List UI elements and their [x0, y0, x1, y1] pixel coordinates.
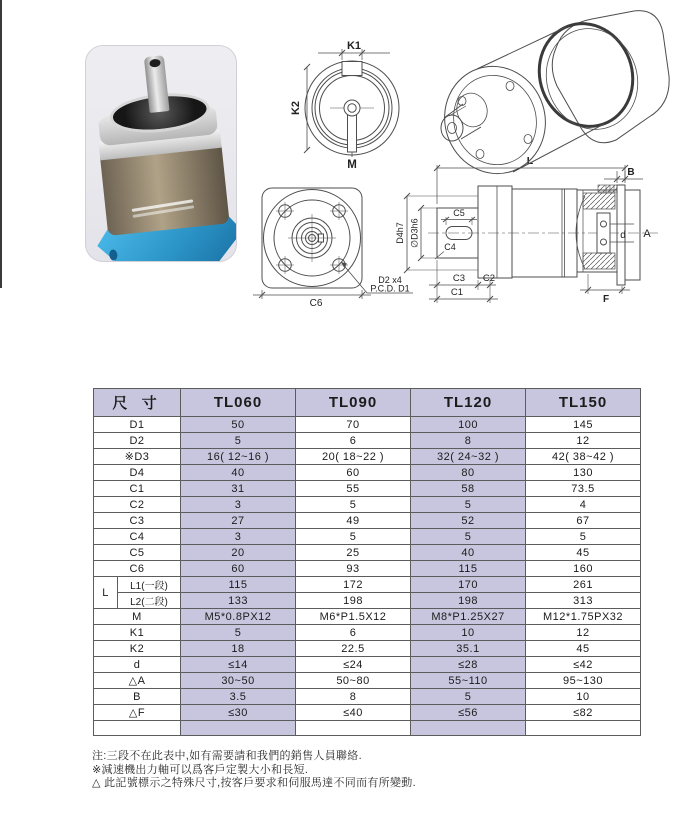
empty-cell [296, 721, 411, 736]
spec-table [93, 388, 641, 736]
row-label: C2 [94, 497, 181, 513]
value-cell: 60 [181, 561, 296, 577]
value-cell: 6 [296, 433, 411, 449]
value-cell: 52 [411, 513, 526, 529]
dim-label-pcd: P.C.D. D1 [370, 283, 410, 294]
empty-cell [181, 721, 296, 736]
value-cell: 42( 38~42 ) [526, 449, 641, 465]
value-cell: 115 [181, 577, 296, 593]
value-cell: 31 [181, 481, 296, 497]
value-cell: 45 [526, 545, 641, 561]
table-row [94, 689, 641, 705]
rear-view-drawing [304, 49, 399, 157]
value-cell: 10 [526, 689, 641, 705]
dim-label-c2: C2 [482, 273, 496, 284]
value-cell: ≤28 [411, 657, 526, 673]
value-cell: 5 [411, 497, 526, 513]
row-label: D1 [94, 417, 181, 433]
value-cell: 130 [526, 465, 641, 481]
value-cell: 30~50 [181, 673, 296, 689]
value-cell: 5 [526, 529, 641, 545]
value-cell: 95~130 [526, 673, 641, 689]
table-row [94, 465, 641, 481]
row-label: C1 [94, 481, 181, 497]
value-cell: 5 [296, 529, 411, 545]
value-cell: 40 [181, 465, 296, 481]
value-cell: 5 [411, 689, 526, 705]
value-cell: M12*1.75PX32 [526, 609, 641, 625]
value-cell: 3 [181, 497, 296, 513]
dim-label-c1: C1 [450, 287, 464, 298]
value-cell: 8 [296, 689, 411, 705]
value-cell: 5 [411, 529, 526, 545]
dim-label-d: d [620, 230, 626, 241]
value-cell: 12 [526, 625, 641, 641]
footnote-line: ※減速機出力軸可以爲客戶定製大小和長短. [92, 763, 309, 776]
value-cell: 73.5 [526, 481, 641, 497]
header-model-tl120: TL120 [411, 389, 526, 417]
row-label: D4 [94, 465, 181, 481]
empty-cell [526, 721, 641, 736]
value-cell: ≤42 [526, 657, 641, 673]
value-cell: 3 [181, 529, 296, 545]
row-label: C6 [94, 561, 181, 577]
row-label: C5 [94, 545, 181, 561]
row-label: B [94, 689, 181, 705]
value-cell: 55 [296, 481, 411, 497]
dim-label-c3: C3 [452, 273, 466, 284]
row-label: M [94, 609, 181, 625]
value-cell: 6 [296, 625, 411, 641]
dim-label-c6: C6 [309, 298, 323, 309]
value-cell: 50 [181, 417, 296, 433]
value-cell: 198 [411, 593, 526, 609]
row-label: d [94, 657, 181, 673]
table-row [94, 529, 641, 545]
value-cell: 133 [181, 593, 296, 609]
value-cell: 5 [296, 497, 411, 513]
dim-label-k1: K1 [346, 40, 362, 52]
value-cell: 35.1 [411, 641, 526, 657]
table-row [94, 641, 641, 657]
value-cell: 25 [296, 545, 411, 561]
dim-label-c5: C5 [453, 208, 465, 218]
dim-label-d3h6: ∅D3h6 [409, 218, 420, 248]
table-row [94, 545, 641, 561]
value-cell: 261 [526, 577, 641, 593]
row-label: K2 [94, 641, 181, 657]
row-label: L1(一段) [118, 577, 181, 593]
technical-drawings [0, 0, 681, 335]
value-cell: 5 [181, 625, 296, 641]
dim-label-b: B [627, 167, 635, 178]
table-row [94, 705, 641, 721]
value-cell: 32( 24~32 ) [411, 449, 526, 465]
table-row [94, 513, 641, 529]
row-label: L2(二段) [118, 593, 181, 609]
value-cell: 58 [411, 481, 526, 497]
empty-cell [411, 721, 526, 736]
value-cell: 160 [526, 561, 641, 577]
row-label: △A [94, 673, 181, 689]
table-row [94, 417, 641, 433]
value-cell: 50~80 [296, 673, 411, 689]
value-cell: 198 [296, 593, 411, 609]
value-cell: 67 [526, 513, 641, 529]
table-row [94, 657, 641, 673]
value-cell: 20( 18~22 ) [296, 449, 411, 465]
dim-label-c4: C4 [444, 242, 456, 252]
footnotes [92, 750, 552, 791]
table-header-row [94, 389, 641, 417]
value-cell: M6*P1.5X12 [296, 609, 411, 625]
table-row [94, 433, 641, 449]
value-cell: 93 [296, 561, 411, 577]
dim-label-a: A [643, 228, 651, 240]
value-cell: 313 [526, 593, 641, 609]
row-label: C4 [94, 529, 181, 545]
value-cell: 3.5 [181, 689, 296, 705]
header-model-tl060: TL060 [181, 389, 296, 417]
value-cell: M5*0.8PX12 [181, 609, 296, 625]
value-cell: 172 [296, 577, 411, 593]
dim-label-k2: K2 [290, 100, 302, 116]
table-row [94, 449, 641, 465]
value-cell: ≤40 [296, 705, 411, 721]
value-cell: 27 [181, 513, 296, 529]
value-cell: 12 [526, 433, 641, 449]
row-label: △F [94, 705, 181, 721]
table-row [94, 561, 641, 577]
footnote-line: △ 此記號標示之特殊尺寸,按客戶要求和伺服馬達不同而有所變動. [92, 777, 416, 789]
value-cell: 5 [181, 433, 296, 449]
row-label: ※D3 [94, 449, 181, 465]
table-row [94, 593, 641, 609]
value-cell: ≤14 [181, 657, 296, 673]
value-cell: 45 [526, 641, 641, 657]
table-row [94, 625, 641, 641]
value-cell: 170 [411, 577, 526, 593]
dim-label-d4h7: D4h7 [395, 222, 405, 244]
row-label: K1 [94, 625, 181, 641]
value-cell: 115 [411, 561, 526, 577]
value-cell: 100 [411, 417, 526, 433]
dim-label-d2x4: D2 x4 [378, 275, 402, 285]
value-cell: 4 [526, 497, 641, 513]
value-cell: 8 [411, 433, 526, 449]
value-cell: ≤30 [181, 705, 296, 721]
row-label: D2 [94, 433, 181, 449]
dim-label-l: L [526, 155, 534, 167]
value-cell: 49 [296, 513, 411, 529]
value-cell: ≤56 [411, 705, 526, 721]
iso-view-drawing [431, 10, 669, 186]
table-row [94, 577, 641, 593]
value-cell: 18 [181, 641, 296, 657]
value-cell: 60 [296, 465, 411, 481]
empty-cell [94, 721, 181, 736]
header-model-tl090: TL090 [296, 389, 411, 417]
table-row [94, 673, 641, 689]
value-cell: M8*P1.25X27 [411, 609, 526, 625]
value-cell: 55~110 [411, 673, 526, 689]
value-cell: 16( 12~16 ) [181, 449, 296, 465]
header-size: 尺 寸 [94, 389, 181, 417]
table-row-empty [94, 721, 641, 736]
footnote-line: 注:三段不在此表中,如有需要請和我們的銷售人員聯絡. [92, 750, 362, 762]
l-group-cell: L [94, 577, 118, 609]
header-model-tl150: TL150 [526, 389, 641, 417]
value-cell: 40 [411, 545, 526, 561]
value-cell: 70 [296, 417, 411, 433]
value-cell: ≤82 [526, 705, 641, 721]
dim-label-f: F [602, 294, 610, 305]
table-row [94, 609, 641, 625]
table-row [94, 481, 641, 497]
value-cell: ≤24 [296, 657, 411, 673]
value-cell: 80 [411, 465, 526, 481]
value-cell: 22.5 [296, 641, 411, 657]
table-row [94, 497, 641, 513]
row-label: C3 [94, 513, 181, 529]
dim-label-m: M [347, 159, 357, 171]
value-cell: 20 [181, 545, 296, 561]
value-cell: 145 [526, 417, 641, 433]
value-cell: 10 [411, 625, 526, 641]
